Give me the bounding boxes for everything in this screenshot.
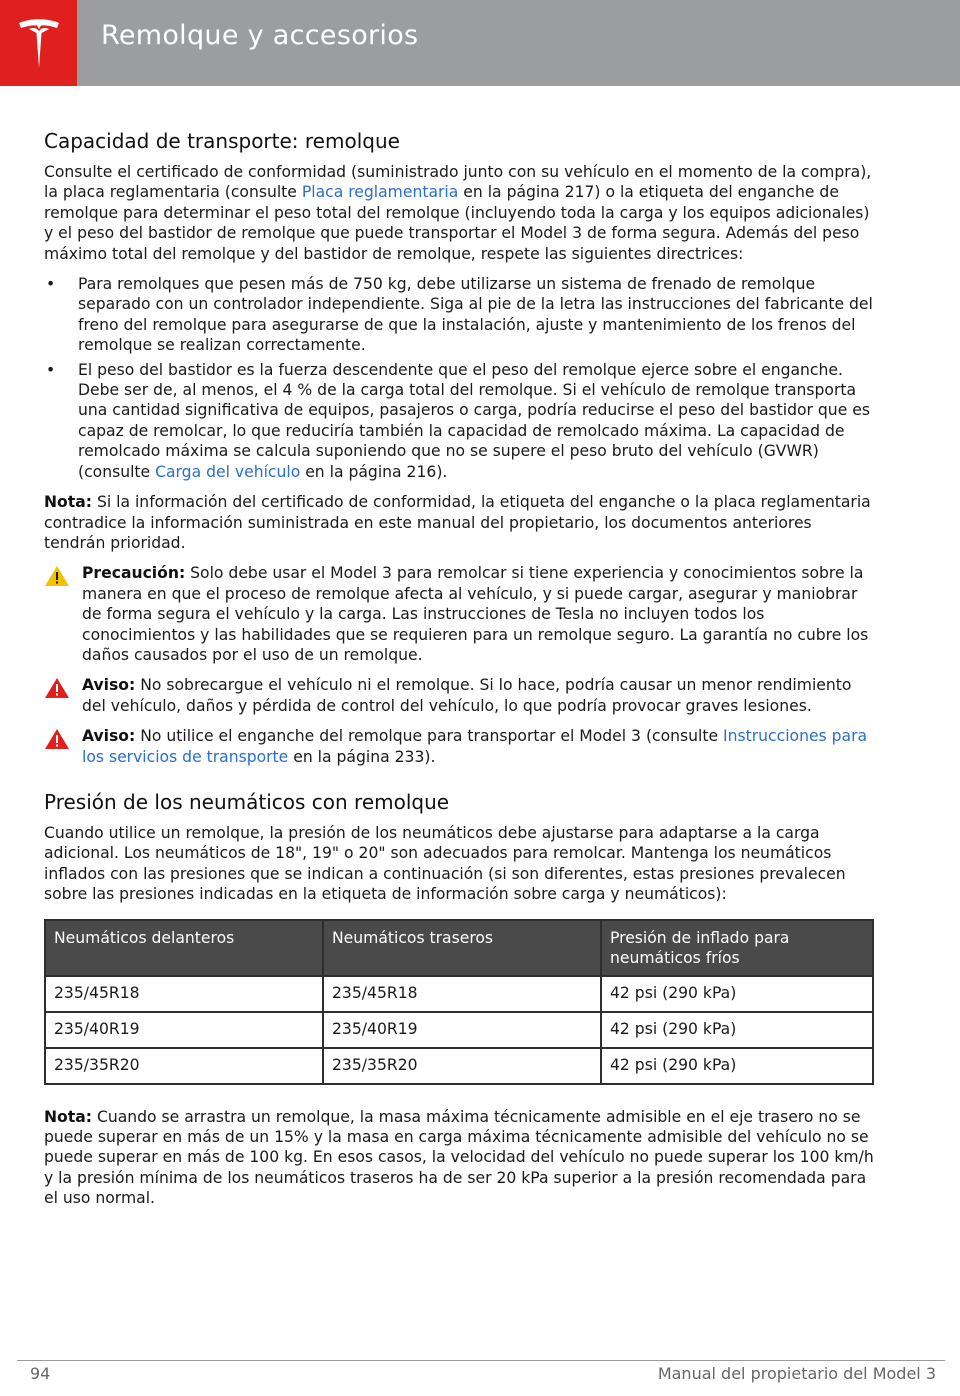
link-placa-reglamentaria[interactable]: Placa reglamentaria [301,183,459,202]
caution-text: Solo debe usar el Model 3 para remolcar si tiene experiencia y conocimientos sobre la manera en que el proceso de remolque afecta al vehículo, y si puede cargar, asegurar y maniobrar de forma segura el vehículo y la carga. Las instrucciones de Tesla no incluyen todos los conocimientos y las habilidades que se requieren para un remolque seguro. La garantía no cubre los daños causados por el uso de un remolque. [82,564,869,664]
caution-box [44,563,874,665]
caution-label: Precaución: [82,564,186,583]
table-row [45,1012,873,1048]
table-cell: 42 psi (290 kPa) [601,1048,873,1084]
table-cell: 42 psi (290 kPa) [601,976,873,1012]
table-cell: 235/45R18 [45,976,323,1012]
warning-triangle-icon [44,677,70,699]
page-header [0,0,960,86]
table-header-row [45,920,873,976]
list-item [44,274,874,356]
column-header: Neumáticos delanteros [45,920,323,976]
tesla-logo-icon [16,17,62,69]
list-item-text-1: El peso del bastidor es la fuerza descendente que el peso del remolque ejerce sobre el enganche. Debe ser de, al menos, el 4 % de la carga total del remolque. Si el vehículo de remolque transporta una cantidad significativa de equipos, pasajeros o carga, podría reducirse el peso del bastidor que es capaz de remolcar, lo que reduciría también la capacidad de remolcado máxima. La capacidad de remolcado máxima se calcula suponiendo que no se supere el peso bruto del vehículo (GVWR) (consulte [78,360,870,481]
note-paragraph [44,492,874,553]
list-item [44,360,874,482]
table-cell: 235/40R19 [323,1012,601,1048]
note-label: Nota: [44,493,92,512]
warning-triangle-icon [44,728,70,750]
table-cell: 235/35R20 [45,1048,323,1084]
page-title: Remolque y accesorios [101,20,419,51]
tire-intro-paragraph: Cuando utilice un remolque, la presión de los neumáticos debe ajustarse para adaptarse a la carga adicional. Los neumáticos de 18", 19" o 20" son adecuados para remolcar. Mantenga los neumáticos inflados con las presiones que se indican a continuación (si son diferentes, estas presiones prevalecen sobre las presiones indicadas en la etiqueta de información sobre carga y neumáticos): [44,823,846,904]
column-header: Presión de inflado para neumáticos fríos [601,920,873,976]
tire-note-paragraph [44,1107,874,1209]
intro-text-2: en la página 217) o la etiqueta del enganche de remolque para determinar el peso total del remolque (incluyendo toda la carga y los equipos adicionales) y el peso del bastidor de remolque que puede transportar el Model 3 de forma segura. Además del peso máximo total del remolque y del bastidor de remolque, respete las siguientes directrices: [44,183,870,263]
warning-label: Aviso: [82,676,136,695]
table-cell: 42 psi (290 kPa) [601,1012,873,1048]
warning-text: No sobrecargue el vehículo ni el remolque. Si lo hace, podría causar un menor rendimiento del vehículo, daños y pérdida de control del vehículo, lo que podría provocar graves lesiones. [82,676,852,715]
list-item-text: Para remolques que pesen más de 750 kg, debe utilizarse un sistema de frenado de remolque separado con un controlador independiente. Siga al pie de la letra las instrucciones del fabricante del freno del remolque para asegurarse de que la instalación, ajuste y mantenimiento de los frenos del remolque se realizan correctamente. [78,275,873,355]
table-row [45,976,873,1012]
list-item-text-2: en la página 216). [300,462,448,481]
intro-text-1: Consulte el certificado de conformidad (suministrado junto con su vehículo en el momento de la compra), la placa reglamentaria (consulte [44,163,872,202]
footer-manual-title: Manual del propietario del Model 3 [657,1364,936,1383]
footer-divider [17,1360,945,1361]
tesla-logo [0,0,77,86]
bullet-symbol: • [46,360,56,379]
warning-box [44,675,874,716]
caution-triangle-icon [44,565,70,587]
guidelines-list [44,274,874,482]
tire-pressure-table [44,919,874,1085]
note-text: Si la información del certificado de conformidad, la etiqueta del enganche o la placa reglamentaria contradice la información suministrada en este manual del propietario, los documentos anteriores tendrán prioridad. [44,493,871,552]
warning-text-2: en la página 233). [288,747,436,766]
table-row [45,1048,873,1084]
column-header: Neumáticos traseros [323,920,601,976]
main-content [44,128,874,1219]
table-cell: 235/45R18 [323,976,601,1012]
page-number: 94 [30,1364,51,1383]
section-heading-tire-pressure: Presión de los neumáticos con remolque [44,789,450,814]
note-label: Nota: [44,1107,92,1126]
warning-text-1: No utilice el enganche del remolque para transportar el Model 3 (consulte [135,727,724,746]
table-cell: 235/35R20 [323,1048,601,1084]
link-transport-instructions[interactable]: Instrucciones para los servicios de transporte [82,727,868,766]
table-cell: 235/40R19 [45,1012,323,1048]
note-text: Cuando se arrastra un remolque, la masa máxima técnicamente admisible en el eje trasero no se puede superar en más de un 15% y la masa en carga máxima técnicamente admisible del vehículo no se puede superar en más de 100 kg. En esos casos, la velocidad del vehículo no puede superar los 100 km/h y la presión mínima de los neumáticos traseros ha de ser 20 kPa superior a la presión recomendada para el uso normal. [44,1107,874,1208]
warning-label: Aviso: [82,727,136,746]
link-carga-del-vehiculo[interactable]: Carga del vehículo [155,462,301,481]
section-heading-towing-capacity: Capacidad de transporte: remolque [44,129,400,153]
warning-box [44,726,874,767]
bullet-symbol: • [46,275,56,294]
intro-paragraph [44,162,874,264]
